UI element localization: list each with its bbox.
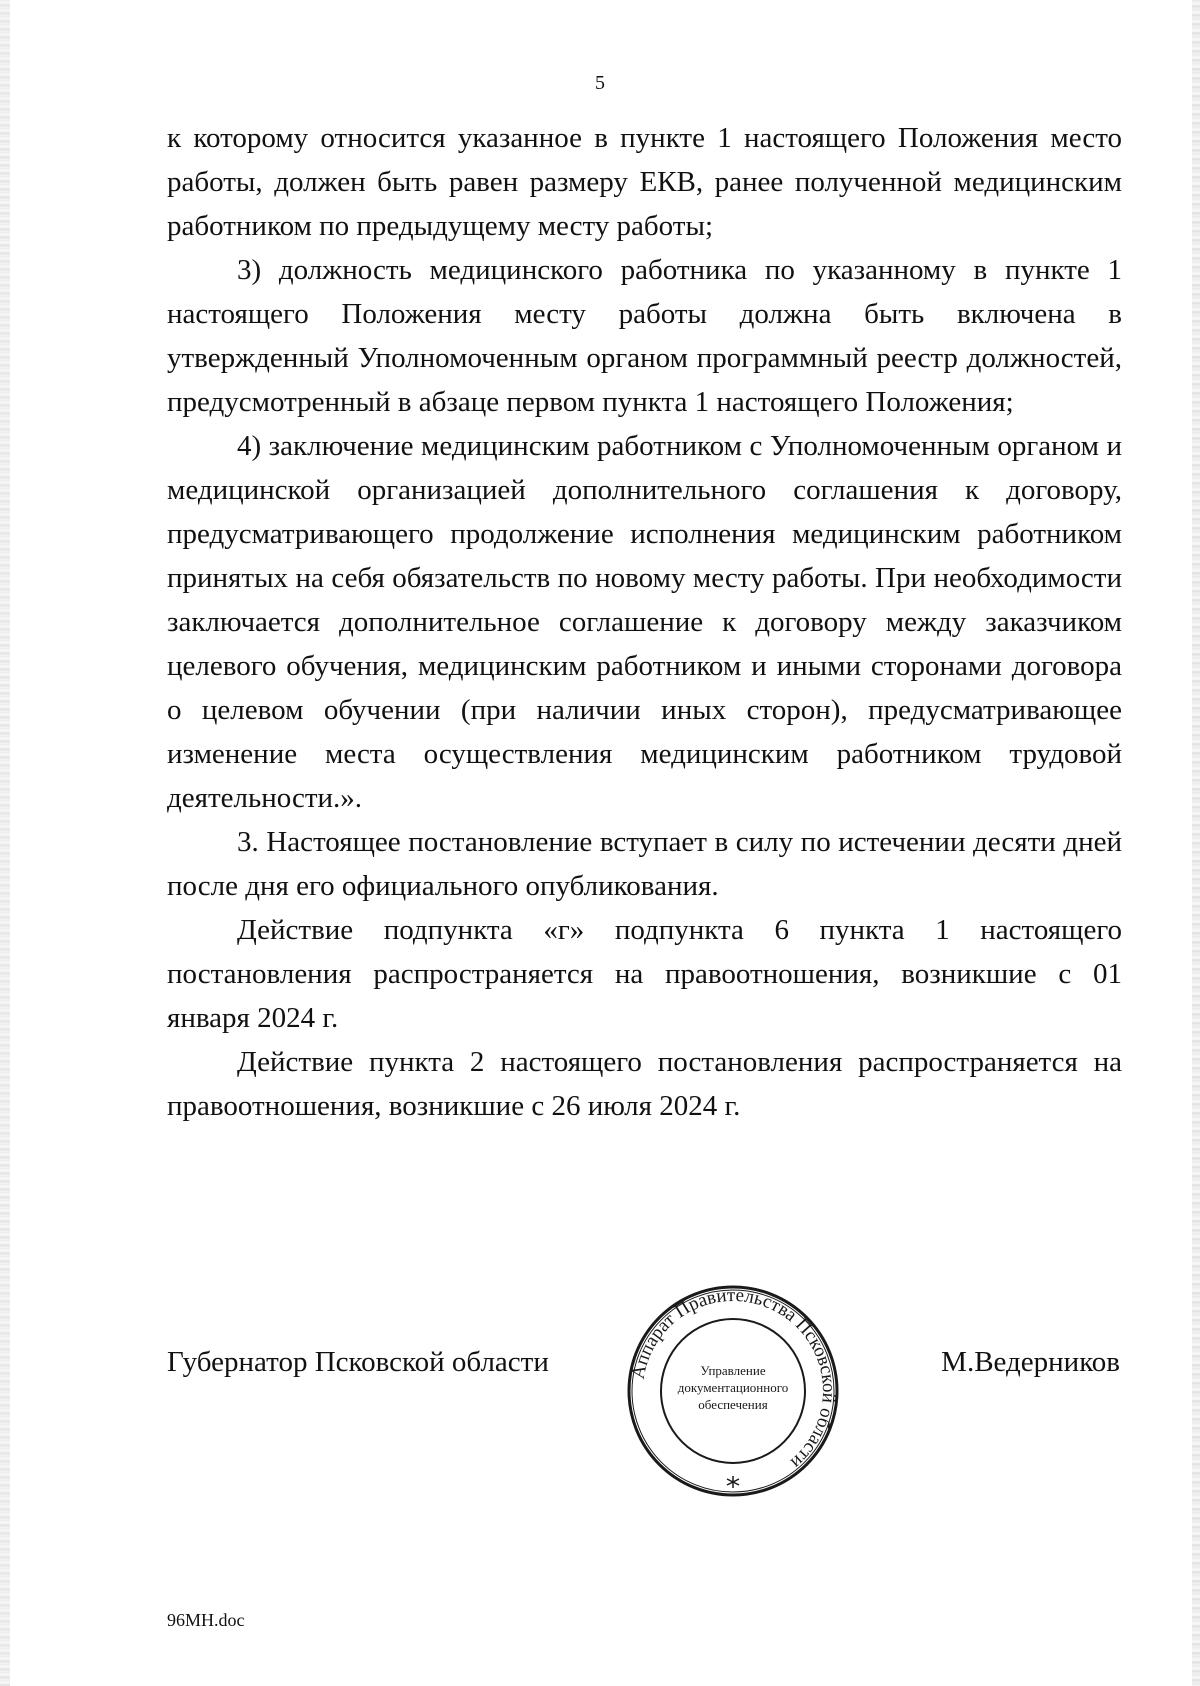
- paragraph-clause-3: 3. Настоящее постановление вступает в силу по истечении десяти дней после дня его официального опубликования.: [167, 826, 1122, 902]
- paragraph-continuation: к которому относится указанное в пункте 1 настоящего Положения место работы, должен быть равен размеру ЕКВ, ранее полученной медицинским работником по предыдущему месту работы;: [167, 122, 1122, 242]
- paragraph-effect-subitem: Действие подпункта «г» подпункта 6 пункта 1 настоящего постановления распространяется на правоотношения, возникшие с 01 января 2024 г.: [167, 914, 1122, 1034]
- scan-edge-right: [1192, 0, 1200, 1686]
- paragraph-item-3: 3) должность медицинского работника по указанному в пункте 1 настоящего Положения месту работы должна быть включена в утвержденный Уполномоченным органом программный реестр должностей, предусмотренный в абзаце первом пункта 1 настоящего Положения;: [167, 254, 1122, 418]
- scan-edge-left: [0, 0, 10, 1686]
- paragraph-effect-item-2: Действие пункта 2 настоящего постановления распространяется на правоотношения, возникшие с 26 июля 2024 г.: [167, 1046, 1122, 1122]
- seal-inner-line-2: документационного: [677, 1380, 789, 1395]
- paragraph-item-4: 4) заключение медицинским работником с Уполномоченным органом и медицинской организацией дополнительного соглашения к договору, предусматривающего продолжение исполнения медицинским работником принятых на себя обязательств по новому месту работы. При необходимости заключается дополнительное соглашение к договору между заказчиком целевого обучения, медицинским работником и иными сторонами договора о целевом обучении (при наличии иных сторон), предусматривающее изменение места осуществления медицинским работником трудовой деятельности.».: [167, 430, 1122, 814]
- seal-inner-line-1: Управление: [700, 1363, 766, 1378]
- footer-filename: 96МН.doc: [167, 1610, 245, 1630]
- signatory-name: М.Ведерников: [941, 1346, 1120, 1378]
- seal-inner-line-3: обеспечения: [698, 1397, 768, 1412]
- signatory-title: Губернатор Псковской области: [167, 1346, 549, 1378]
- official-seal: [622, 1280, 844, 1502]
- seal-star-icon: [727, 1476, 739, 1488]
- seal-outer-text: Аппарат Правительства Псковской области: [627, 1284, 840, 1473]
- document-body: [167, 116, 1122, 1128]
- page-number: 5: [595, 72, 605, 94]
